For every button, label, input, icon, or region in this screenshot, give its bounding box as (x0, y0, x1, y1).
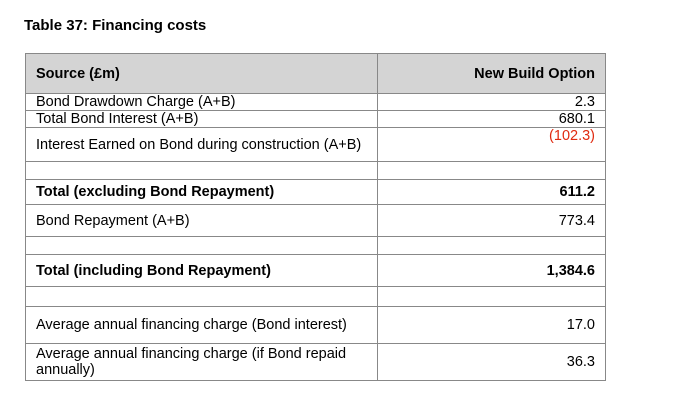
header-new-build-option: New Build Option (378, 54, 606, 94)
row-value: 17.0 (378, 307, 606, 344)
row-label (26, 237, 378, 255)
table-header-row (26, 54, 606, 94)
row-value: 680.1 (378, 111, 606, 128)
table-row (26, 205, 606, 237)
table-row-subtotal (26, 180, 606, 205)
negative-value: (102.3) (549, 128, 595, 144)
table-row-blank (26, 237, 606, 255)
row-value: 611.2 (378, 180, 606, 205)
table-row (26, 111, 606, 128)
row-label: Bond Repayment (A+B) (26, 205, 378, 237)
table-row (26, 344, 606, 381)
table-row-total (26, 255, 606, 287)
row-label (26, 287, 378, 307)
table-row-blank (26, 162, 606, 180)
row-value-negative (378, 128, 606, 162)
row-label: Total Bond Interest (A+B) (26, 111, 378, 128)
row-value (378, 237, 606, 255)
row-value: 1,384.6 (378, 255, 606, 287)
row-value: 2.3 (378, 94, 606, 111)
header-source: Source (£m) (26, 54, 378, 94)
row-value (378, 162, 606, 180)
row-value: 36.3 (378, 344, 606, 381)
table-caption: Table 37: Financing costs (24, 17, 207, 34)
row-label: Average annual financing charge (if Bond repaid annually) (26, 344, 378, 381)
row-value (378, 287, 606, 307)
row-label: Average annual financing charge (Bond interest) (26, 307, 378, 344)
table-row (26, 128, 606, 162)
table-row-blank (26, 287, 606, 307)
table-row (26, 307, 606, 344)
table-row (26, 94, 606, 111)
row-label (26, 162, 378, 180)
row-label: Interest Earned on Bond during construction (A+B) (26, 128, 378, 162)
financing-costs-table (25, 53, 606, 381)
row-label: Bond Drawdown Charge (A+B) (26, 94, 378, 111)
row-value: 773.4 (378, 205, 606, 237)
row-label: Total (including Bond Repayment) (26, 255, 378, 287)
row-label: Total (excluding Bond Repayment) (26, 180, 378, 205)
